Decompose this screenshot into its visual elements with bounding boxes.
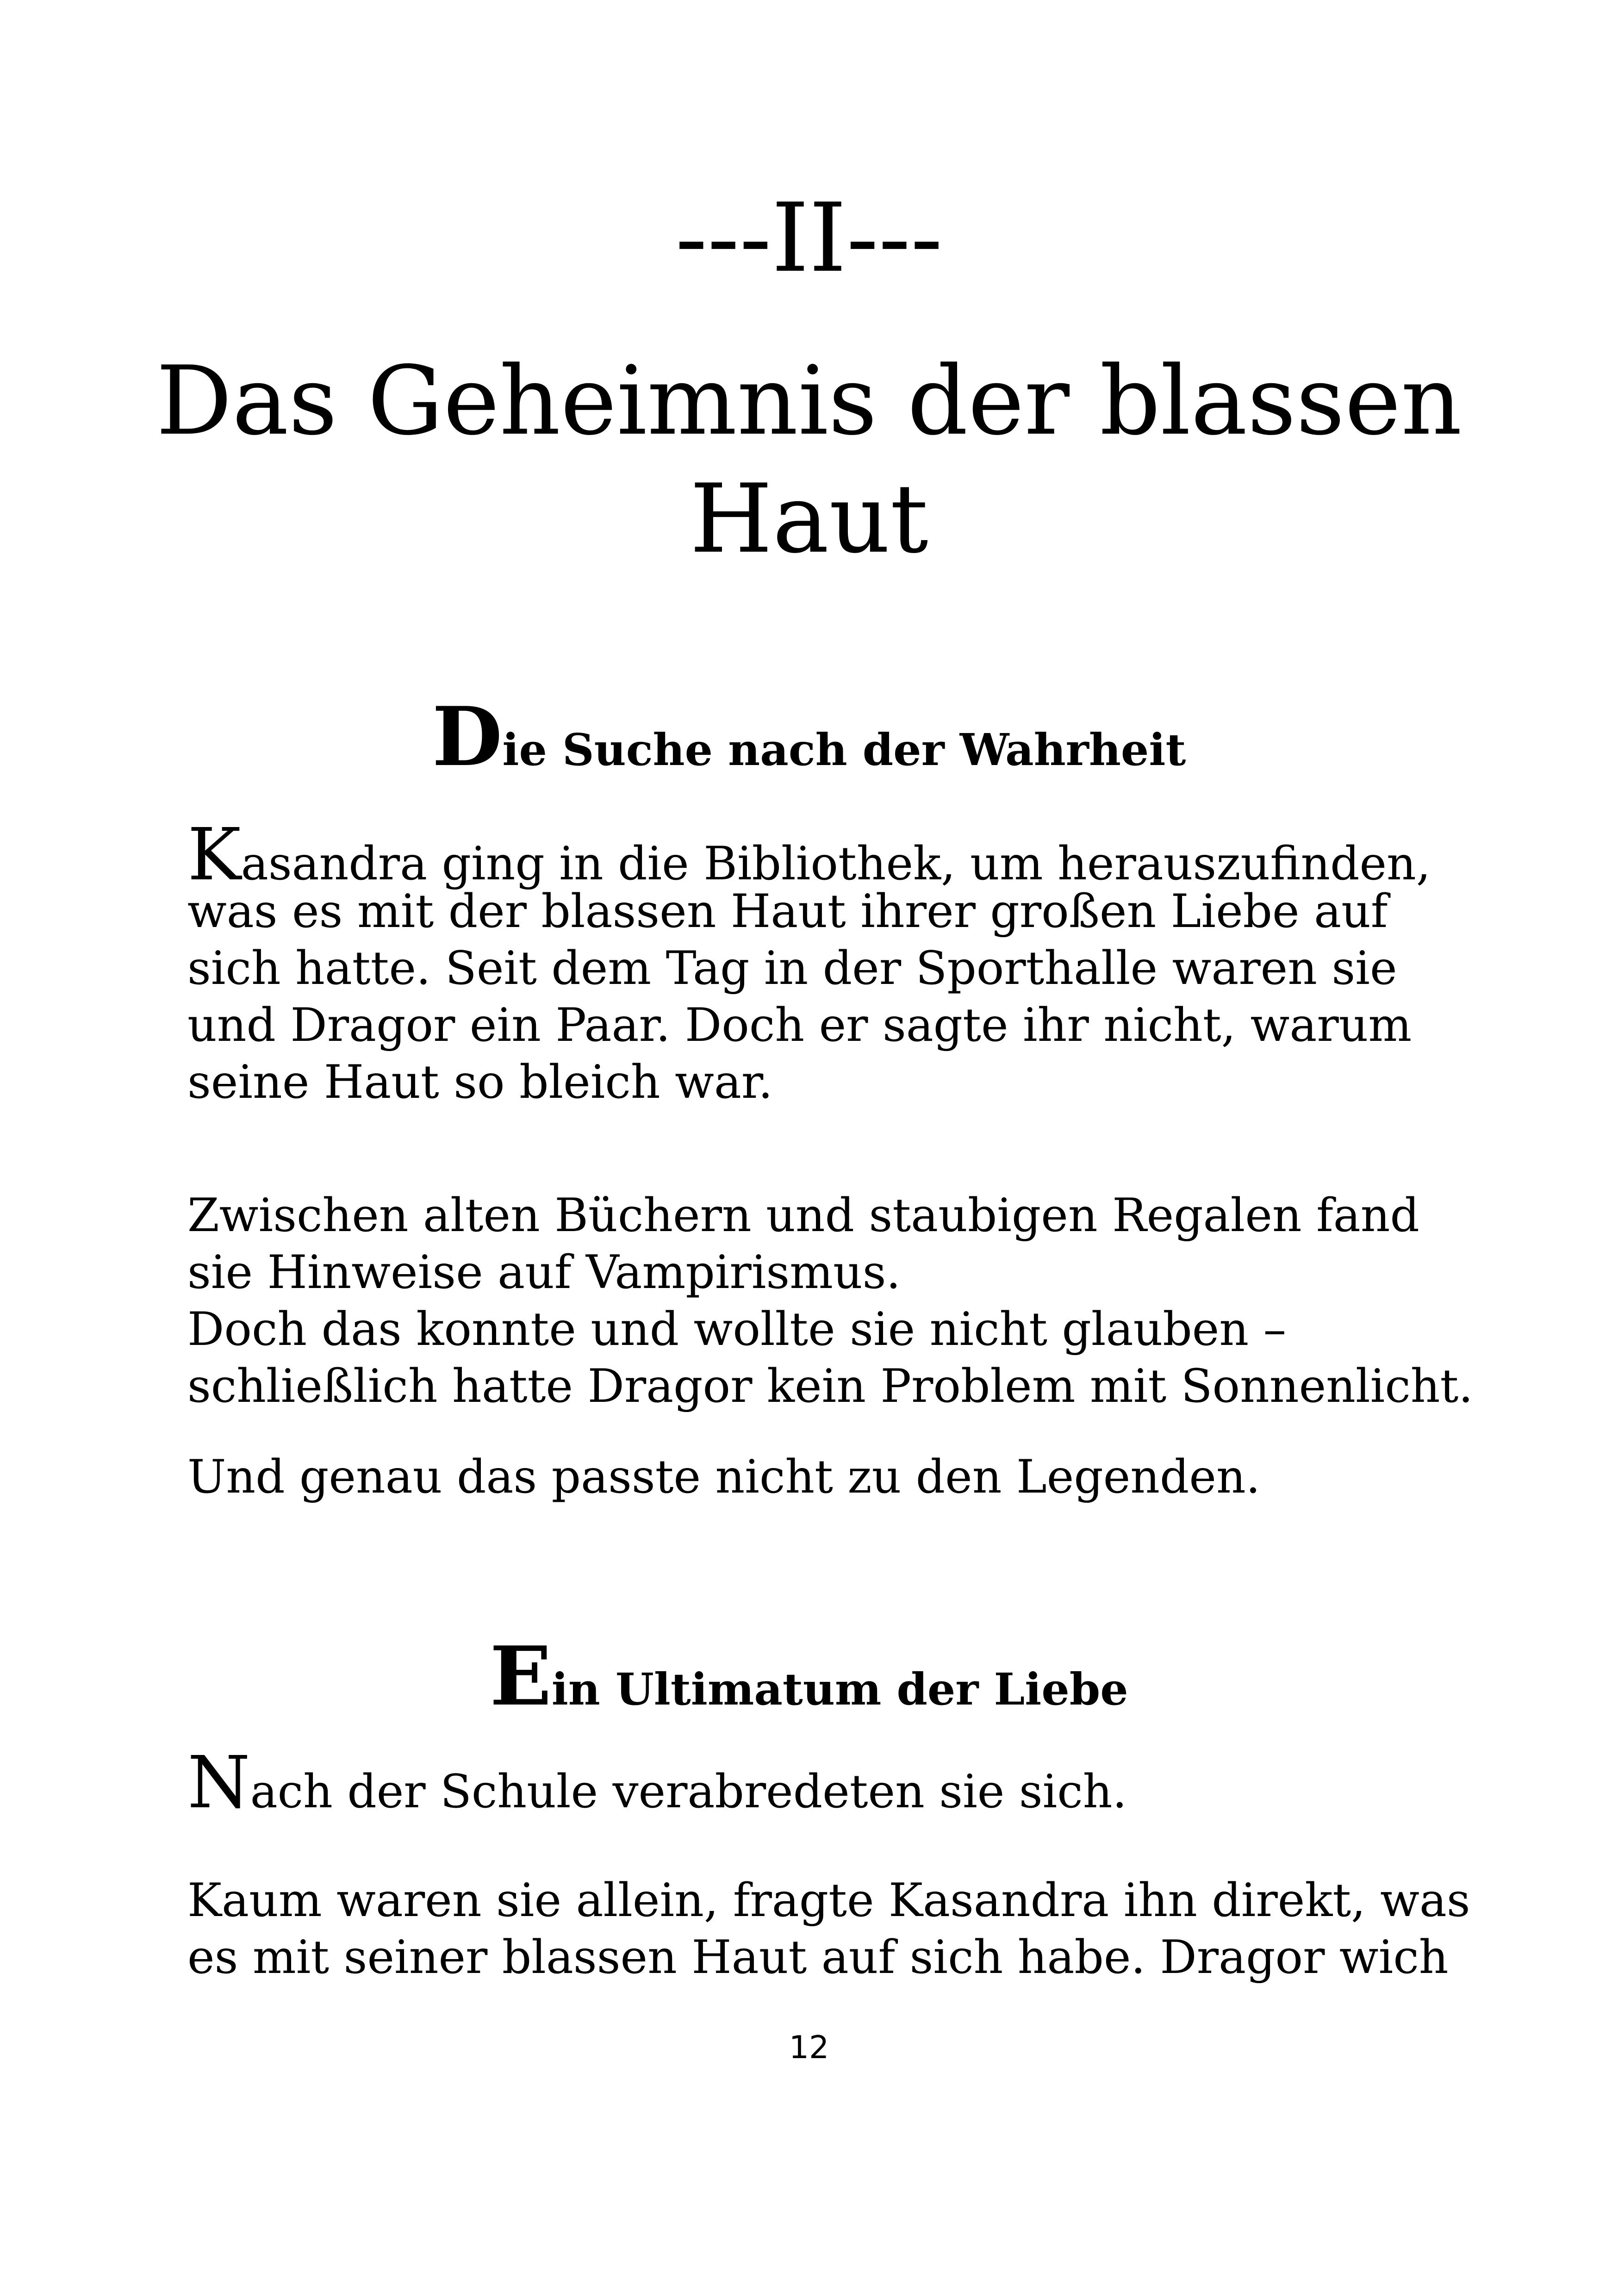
- paragraph: [187, 813, 1446, 1111]
- paragraph: [187, 1741, 1446, 1824]
- section-heading: [0, 690, 1618, 784]
- chapter-number: ---II---: [675, 183, 943, 293]
- paragraph-line: es mit seiner blassen Haut auf sich habe. Dragor wich: [187, 1931, 1449, 1984]
- paragraph-line: und Dragor ein Paar. Doch er sagte ihr nicht, warum: [187, 999, 1412, 1052]
- paragraph: [187, 1449, 1446, 1506]
- paragraph-line: sie Hinweise auf Vampirismus.: [187, 1246, 901, 1299]
- line-text: ach der Schule verabredeten sie sich.: [250, 1765, 1127, 1818]
- page-number: 12: [789, 2029, 829, 2066]
- paragraph-line: [187, 1741, 1446, 1824]
- paragraph: [187, 1872, 1470, 1986]
- chapter-title: Das Geheimnis der blassen Haut: [156, 346, 1462, 574]
- paragraph-line: Und genau das passte nicht zu den Legenden.: [187, 1450, 1261, 1504]
- paragraph-line: was es mit der blassen Haut ihrer großen Liebe auf: [187, 885, 1388, 938]
- paragraph-line: Doch das konnte und wollte sie nicht glauben –: [187, 1303, 1287, 1356]
- section-heading-text: ie Suche nach der Wahrheit: [502, 724, 1186, 776]
- paragraph-line: sich hatte. Seit dem Tag in der Sporthalle waren sie: [187, 942, 1397, 995]
- paragraph: [187, 1187, 1473, 1415]
- paragraph-line: schließlich hatte Dragor kein Problem mit Sonnenlicht.: [187, 1360, 1473, 1413]
- section-heading-initial: E: [490, 1629, 552, 1724]
- section-heading-text: in Ultimatum der Liebe: [551, 1664, 1128, 1715]
- section-heading-initial: D: [432, 690, 503, 784]
- paragraph-line: Kaum waren sie allein, fragte Kasandra ihn direkt, was: [187, 1874, 1470, 1927]
- paragraph-line: [187, 813, 1446, 896]
- paragraph-line: seine Haut so bleich war.: [187, 1056, 773, 1109]
- drop-cap: K: [187, 813, 241, 896]
- line-text: asandra ging in die Bibliothek, um herauszufinden,: [241, 837, 1431, 890]
- paragraph-line: Zwischen alten Büchern und staubigen Regalen fand: [187, 1189, 1419, 1242]
- drop-cap: N: [187, 1741, 250, 1824]
- section-heading: [0, 1629, 1618, 1724]
